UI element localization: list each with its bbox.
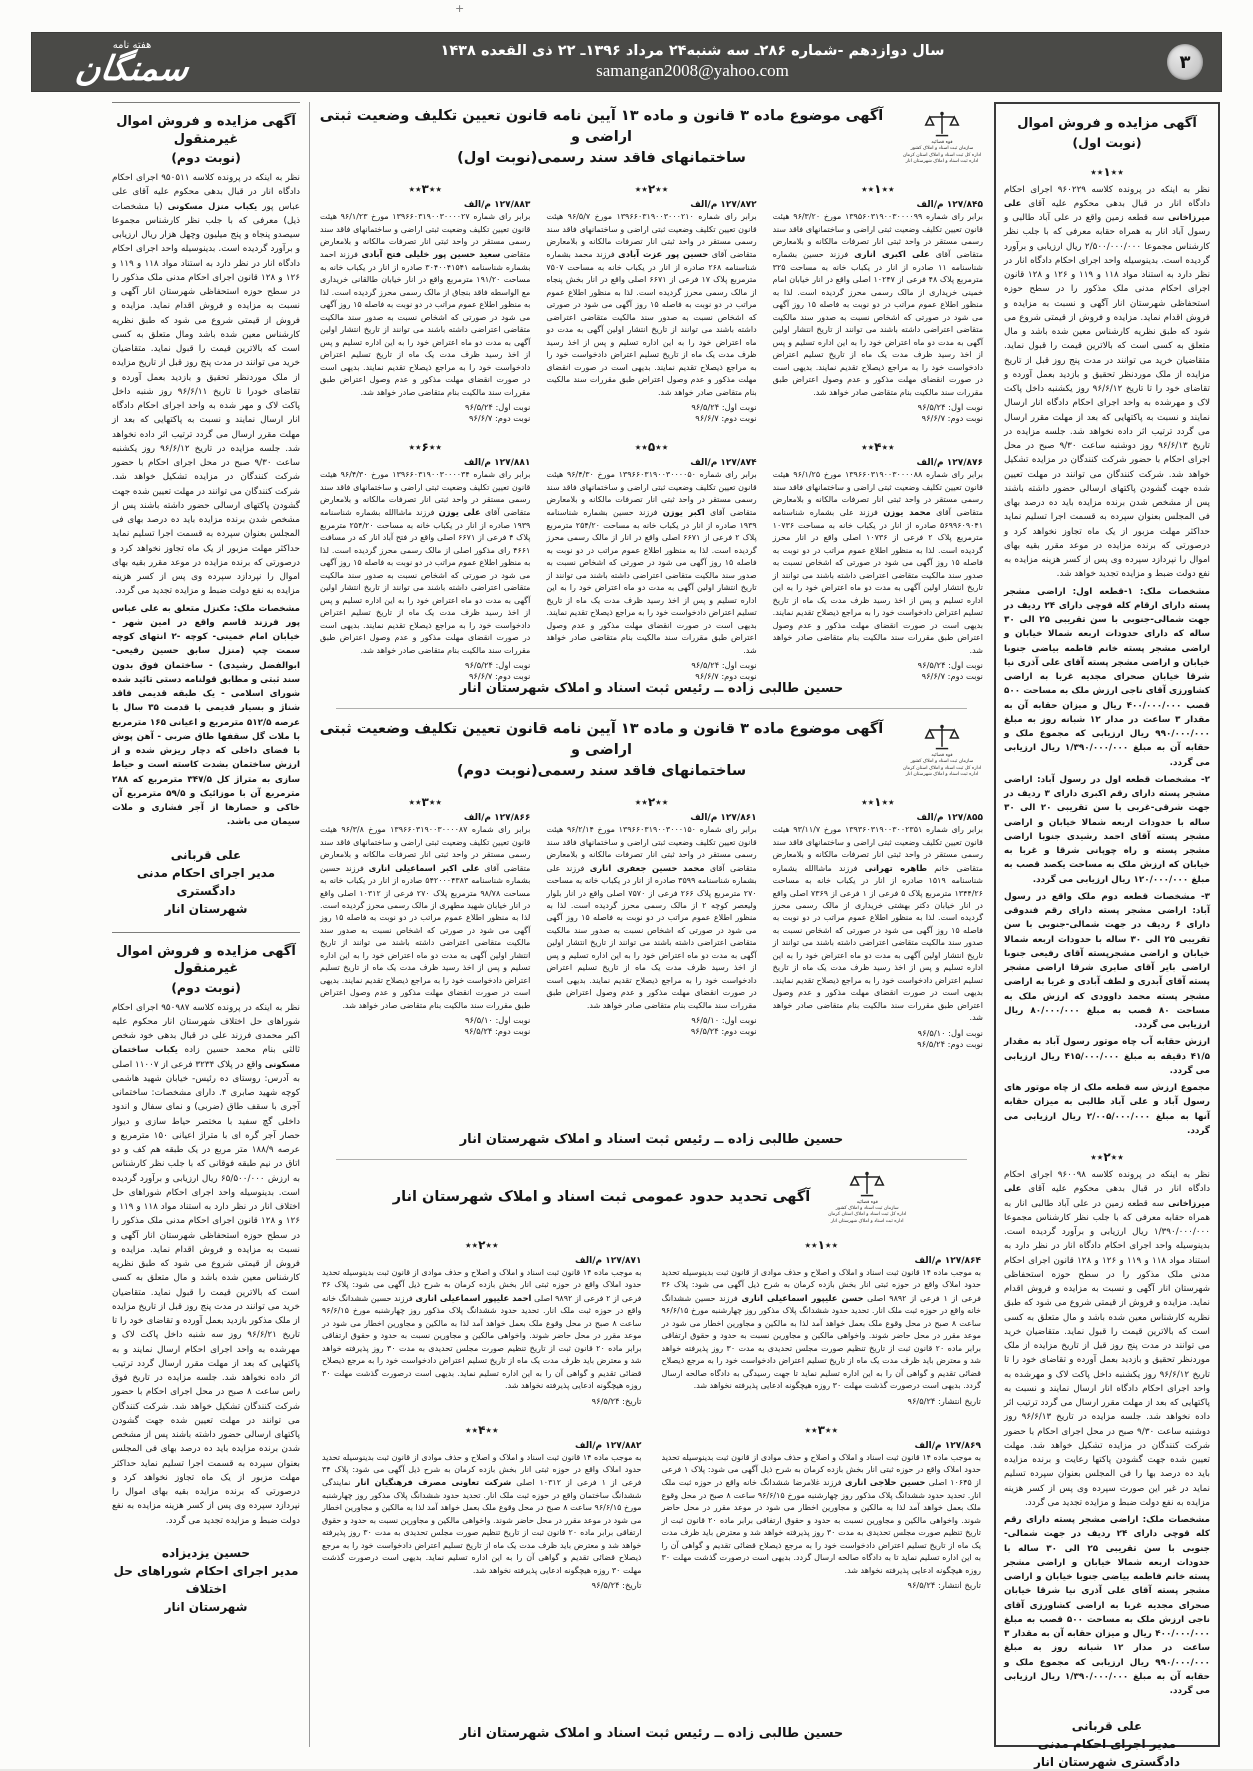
legal-notice: ٭٭۳٭٭ ۱۲۷/۸۶۶ م/الف برابر رای شماره ۱۳۹۶۶۰۳۱۹۰۰۳۰۰۰۰۸۷ مورخ ۹۶/۳/۸ هیئت قانون تعیین تکلیف وضعیت ثبتی اراضی و ساختمانهای فاقد سند رسمی مستقر در واحد ثبتی انار تصرفات مالکانه و بلامعارض متقاضی آقای علی اکبر اسماعیلی اناری فرزند حسین بشماره شناسنامه ۵۴۲۰۰۰۴۳۸۳ صادره از انار در یکباب خانه به مساحت ۹۸/۷۸ مترمربع پلاک ۲۷۰ فرعی از ۱۰۳۱۲ اصلی واقع در انار خیابان شهید مطهری از مالک رسمی محرز گردیده است. لذا به منظور اطلاع عموم مراتب در دو نوبت به فاصله ۱۵ روز آگهی می شود در صورتی که اشخاص نسبت به صدور سند مالکیت متقاضی اعتراضی داشته باشند می توانند از تاریخ انتشار اولین آگهی به مدت دو ماه اعتراض خود را به این اداره تسلیم و پس از اخذ رسید ظرف مدت یک ماه از تاریخ تسلیم اعتراض دادخواست خود را به مراجع ذیصلاح تقدیم نمایند. بدیهی است در صورت انقضای مهلت مذکور و عدم وصول اعتراض طبق مقررات سند مالکیت بنام متقاضی صادر خواهد شد. نوبت اول: ۹۶/۵/۱۰ نوبت دوم: ۹۶/۵/۲۴ — [320, 795, 531, 1037]
legal-notice: ٭٭۴٭٭ ۱۲۷/۸۸۲ م/الف به موجب ماده ۱۴ قانون ثبت اسناد و املاک و اصلاح و حذف موادی از قانون ثبت بدینوسیله تحدید حدود املاک واقع در حوزه ثبتی انار بخش بازده کرمان به شرح ذیل آگهی می شود: پلاک ۳۴ فرعی از ۱ فرعی از ۱۰۳۱۲ اصلی شرکت تعاونی مصرف فرهنگیان انار نمایندگی ششدانگ ساختمان واقع در حوزه ثبت ملک انار. تحدید حدود ششدانگ پلاک مذکور روز چهارشنبه مورخ ۹۶/۶/۱۵ ساعت ۸ صبح در محل وقوع ملک بعمل خواهد آمد لذا به مالکین و مجاورین اخطار می شود در موعد مقرر در محل حاضر شوند. واخواهی مالکین و مجاورین نسبت به حدود و حقوق ارتفاقی برابر ماده ۲۰ قانون ثبت از تاریخ تنظیم صورت مجلس تحدیدی به مدت ۳۰ روز پذیرفته خواهد شد و معترض باید ظرف مدت یک ماه از تاریخ تسلیم اعتراض دادخواست خود را به مرجع ذیصلاح قضائی تقدیم و گواهی آن را به این اداره تسلیم نماید. بدیهی است درصورت گذشت مهلت ۳۰ روزه هیچگونه ادعایی پذیرفته نخواهد شد. تاریخ: ۹۶/۵/۲۴ — [322, 1422, 642, 1591]
property-specs: ۲- مشخصات قطعه اول در رسول آباد: اراضی مشجر پسته دارای رقم اکبری دارای ۳ ردیف در جهت شرقی-غربی با سن تقریبی ۲۰ الی ۳۰ ساله با حدودات اربعه شمالا خیابان و اراضی مشجر پسته آقای احمد رشیدی جنوبا اراضی مشجر پسته و راه چوپانی شرقا و غربا به خیابان که ارزش ملک به مساحت یکصد قصب به مبلغ ۱۲۰/۰۰۰/۰۰۰ ریال ارزیابی می گردد. — [1004, 774, 1211, 885]
section-article3-first-round — [318, 102, 985, 702]
page-content — [112, 102, 1220, 1770]
justice-scales-icon: قوه قضائیه سازمان ثبت اسناد و املاک کشور اداره کل ثبت اسناد و املاک استان کرمان اداره ثبت اسناد و املاک شهرستان انار — [899, 723, 985, 778]
section-heading — [318, 715, 985, 784]
auction-title: آگهی مزایده و فروش اموال غیرمنقول — [116, 114, 296, 147]
section-article3-second-round — [318, 715, 985, 1153]
notice-marker: ٭٭۲٭٭ — [1090, 1150, 1124, 1165]
property-specs: مشخصات ملک: اراضی مشجر پسته دارای رقم کله قوچی دارای ۲۴ ردیف در جهت شمالی-جنوبی با سن تقریبی ۲۵ الی ۳۰ ساله با حدودات اربعه شمالا خیابان و اراضی مشجر پسته خانم فاطمه بیاضی جنوبا خیابان و اراضی مشجر پسته آقای علی آذری نیا شرقا خیابان صحرای مجدیه غربا به اراضی کشاورزی آقای ناجی ارزش ملک به مساحت ۵۰۰ قصب به مبلغ ۴۰۰/۰۰۰/۰۰۰ ریال و میزان حقابه آن به مقدار ۳ ساعت در مدار ۱۲ شبانه روز به مبلغ ۹۹۰/۰۰۰/۰۰۰ ریال ارزیابی که مجموع ملک و حقابه آن به مبلغ ۱/۳۹۰/۰۰۰/۰۰۰ ریال ارزیابی می گردد. — [1004, 1515, 1211, 1697]
legal-notice: ٭٭۲٭٭ ۱۲۷/۸۷۲ م/الف برابر رای شماره ۱۳۹۶۶۰۳۱۹۰۰۳۰۰۰۲۱۰ مورخ ۹۶/۵/۷ هیئت قانون تعیین تکلیف وضعیت ثبتی اراضی و ساختمانهای فاقد سند رسمی مستقر در واحد ثبتی انار تصرفات مالکانه و بلامعارض متقاضی آقای حسین پور عزت آبادی فرزند محمد بشماره شناسنامه ۲۶۸ صادره از انار در یکباب خانه به مساحت ۷۵۰۷ مترمربع پلاک ۱۷ فرعی از ۶۶۷۱ اصلی واقع در انار بخش پنجاه از مالک رسمی محرز گردیده است. لذا به منظور اطلاع عموم مراتب در دو نوبت به فاصله ۱۵ روز آگهی می شود در صورتی که اشخاص نسبت به صدور سند مالکیت متقاضی اعتراضی داشته باشند می توانند از تاریخ انتشار اولین آگهی به مدت دو ماه اعتراض خود را به این اداره تسلیم و پس از اخذ رسید ظرف مدت یک ماه از تاریخ تسلیم اعتراض دادخواست خود را به مراجع ذیصلاح تقدیم نمایند. بدیهی است در صورت انقضای مهلت مذکور و عدم وصول اعتراض طبق مقررات سند مالکیت بنام متقاضی صادر خواهد شد. نوبت اول: ۹۶/۵/۲۴ نوبت دوم: ۹۶/۶/۷ — [546, 182, 757, 424]
justice-scales-icon: قوه قضائیه سازمان ثبت اسناد و املاک کشور اداره کل ثبت اسناد و املاک استان کرمان اداره ثبت اسناد و املاک شهرستان انار — [824, 1170, 910, 1225]
auction1-subtitle: (نوبت اول) — [1072, 134, 1142, 150]
legal-notice: ٭٭۱٭٭ ۱۲۷/۸۶۴ م/الف به موجب ماده ۱۴ قانون ثبت اسناد و املاک و اصلاح و حذف موادی از قانون ثبت بدینوسیله تحدید حدود املاک واقع در حوزه ثبتی انار بخش بازده کرمان به شرح ذیل آگهی می شود: پلاک ۳۶ فرعی از ۱ فرعی از ۹۸۹۲ اصلی حسن علیپور اسماعیلی اناری فرزند حسین ششدانگ خانه واقع در حوزه ثبت ملک انار. تحدید حدود ششدانگ پلاک مذکور روز چهارشنبه مورخ ۹۶/۶/۱۵ ساعت ۸ صبح در محل وقوع ملک بعمل خواهد آمد لذا به مالکین و مجاورین اخطار می شود در موعد مقرر در محل حاضر شوند. واخواهی مالکین و مجاورین نسبت به حدود و حقوق ارتفاقی برابر ماده ۲۰ قانون ثبت از تاریخ تنظیم صورت مجلس تحدیدی به مدت ۳۰ روز پذیرفته خواهد شد و معترض باید ظرف مدت یک ماه از تاریخ تسلیم اعتراض دادخواست خود را به مرجع ذیصلاح قضائی تقدیم و گواهی آن را به این اداره تسلیم نماید تا جهت رسیدگی به دادگاه صالحه ارسال گردد. بدیهی است درصورت گذشت مهلت ۳۰ روزه هیچگونه ادعایی پذیرفته نخواهد شد. تاریخ انتشار: ۹۶/۵/۲۴ — [661, 1237, 982, 1406]
auction1-body: نظر به اینکه در پرونده کلاسه ۹۶۰۲۲۹ اجرای احکام دادگاه انار در قبال بدهی محکوم علیه آقای علی میرزاخانی سه قطعه زمین واقع در علی آباد طالبی و رسول آباد انار به همراه حقابه معرفی که با جلب نظر کارشناس مجموعا ۲/۵۰۰/۰۰۰/۰۰۰ ریال ارزیابی و برآورد گردیده است. بدینوسیله واحد اجرای احکام دادگاه انار در نظر دارد به استناد مواد ۱۱۸ و ۱۱۹ و ۱۲۶ و ۱۲۸ قانون اجرای احکام مدنی ملک مذکور را در سطح حوزه استحفاظی شهرستان انار آگهی و نسبت به مزایده و فروش اقدام نماید. مزایده و فروش از قیمتی شروع می شود که طبق نظریه کارشناس معین شده باشد و مال متعلق به کسی است که بالاترین قیمت را قبول نماید. متقاضیان خرید می توانند در مدت پنج روز قبل از تاریخ مزایده از ملک موردنظر تحقیق و بازدید بعمل آورده و تقاضای خود را تا تاریخ ۹۶/۶/۱۲ روز یکشنبه داخل پاکت لاک و مهرشده به واحد اجرای احکام دادگاه انار ارسال نمایند و نسبت به پاکتهایی که بعد از مهلت مقرر ارسال می گردد ترتیب اثر داده نخواهد شد. جلسه مزایده در تاریخ ۹۶/۶/۱۳ روز دوشنبه ساعت ۹/۳۰ صبح در محل اجرای احکام با حضور شرکت کنندگان در مزایده تشکیل خواهد شد. شرکت کنندگان می توانند در مهلت تعیین شده جهت گشودن پاکتهای ارسالی حضور داشته باشند پس از مشخص شدن برنده مزایده باید ده درصد بهای فی المجلس بعنوان سپرده به قسمت اجرا تسلیم نماید حداکثر مهلت مزبور از یک ماه تجاوز نخواهد کرد و درصورتی که برنده مزایده در موعد مقرر بقیه بهای اموال را نپردازد سپرده وی پس از کسر هزینه مزایده به نفع دولت ضبط و مزایده تجدید خواهد شد. — [1004, 184, 1211, 580]
notice-grid — [318, 171, 985, 681]
issue-block — [232, 42, 1153, 81]
section-heading — [318, 1166, 985, 1227]
section-title: آگهی تحدید حدود عمومی ثبت اسناد و املاک شهرستان انار — [392, 1188, 811, 1205]
auction-title: آگهی مزایده و فروش اموال غیرمنقول — [116, 943, 296, 977]
auction-subtitle: (نوبت دوم) — [171, 150, 241, 166]
registration-mark: + — [455, 2, 468, 15]
legal-notice: ٭٭۳٭٭ ۱۲۷/۸۸۳ م/الف برابر رای شماره ۱۳۹۶۶۰۳۱۹۰۰۳۰۰۰۰۲۷ مورخ ۹۶/۱/۲۳ هیئت قانون تعیین تکلیف وضعیت ثبتی اراضی و ساختمانهای فاقد سند رسمی مستقر در واحد ثبتی انار تصرفات مالکانه و بلامعارض متقاضی سعید حسین پور خلیلی فتح آبادی فرزند احمد بشماره شناسنامه ۳۰۴۰۰۴۱۵۴۱ صادره از انار در یکباب خانه به مساحت ۱۹۱/۲۰ مترمربع واقع در انار خیابان طالقانی خریداری مع الواسطه فاقد بنجاق از مالک رسمی محرز گردیده است. لذا به منظور اطلاع عموم مراتب در دو نوبت به فاصله ۱۵ روز آگهی می شود در صورتی که اشخاص نسبت به صدور سند مالکیت متقاضی اعتراضی داشته باشند می توانند از تاریخ انتشار اولین آگهی به مدت دو ماه اعتراض خود را به این اداره تسلیم و پس از اخذ رسید ظرف مدت یک ماه از تاریخ تسلیم اعتراض دادخواست خود را به مراجع ذیصلاح تقدیم نمایند. بدیهی است در صورت انقضای مهلت مذکور و عدم وصول اعتراض طبق مقررات سند مالکیت بنام متقاضی صادر خواهد شد. نوبت اول: ۹۶/۵/۲۴ نوبت دوم: ۹۶/۶/۷ — [320, 182, 531, 424]
legal-notice: ٭٭۱٭٭ ۱۲۷/۸۵۵ م/الف برابر رای شماره ۱۳۹۳۶۰۳۱۹۰۰۳۰۰۲۳۵۱ مورخ ۹۳/۱۱/۷ هیئت قانون تعیین تکلیف وضعیت ثبتی اراضی و ساختمانهای فاقد سند رسمی مستقر در واحد ثبتی انار تصرفات مالکانه و بلامعارض متقاضی خانم طاهره تهرانی فرزند ماشاالله بشماره شناسنامه ۱۵۱۹ صادره از انار در یکباب خانه به مساحت ۱۳۴۴/۲۶ مترمربع پلاک ۵ فرعی از ۱ فرعی از ۷۳۶۹ اصلی واقع در انار خیابان دکتر بهشتی خریداری از مالک رسمی محرز گردیده است. لذا به منظور اطلاع عموم مراتب در دو نوبت به فاصله ۱۵ روز آگهی می شود در صورتی که اشخاص نسبت به صدور سند مالکیت متقاضی اعتراضی داشته باشند می توانند از تاریخ انتشار اولین آگهی به مدت دو ماه اعتراض خود را به این اداره تسلیم و پس از اخذ رسید ظرف مدت یک ماه از تاریخ تسلیم اعتراض دادخواست خود را به مراجع ذیصلاح تقدیم نمایند. بدیهی است در صورت انقضای مهلت مذکور و عدم وصول اعتراض طبق مقررات سند مالکیت بنام متقاضی صادر خواهد شد. نوبت اول: ۹۶/۵/۱۰ نوبت دوم: ۹۶/۵/۲۴ — [772, 795, 984, 1049]
auction-body: نظر به اینکه در پرونده کلاسه ۹۵۰۵۱۱ اجرای احکام دادگاه انار در قبال بدهی محکوم علیه آقای علی عباس پور یکباب منزل مسکونی (با مشخصات ذیل) معرفی که با جلب نظر کارشناس مجموعا سیصدو پنجاه و پنج میلیون وچهل هزار ریال ارزیابی و برآورد گردیده است. بدینوسیله واحد اجرای احکام دادگاه انار در نظر دارد به استناد مواد ۱۱۸ و ۱۱۹ و ۱۲۶ و ۱۲۸ قانون اجرای احکام مدنی ملک مذکور را در سطح حوزه استحفاظی شهرستان انار آگهی و نسبت به مزایده و فروش اقدام نماید. مزایده و فروش از قیمتی شروع می شود که طبق نظریه کارشناس معین شده باشد ومال متعلق به کسی است که بالاترین قیمت را قبول نماید. متقاضیان خرید می توانند در مدت پنج روز قبل از تاریخ مزایده از ملک موردنظر تحقیق و بازدید بعمل آورده و تقاضای خودرا تا تاریخ ۹۶/۶/۱۱ روز شنبه داخل پاکت لاک و مهر شده به واحد اجرای احکام دادگاه انار ارسال نمایند و نسبت به پاکتهایی که بعد از مهلت مقرر ارسال می گردد ترتیب اثر داده نخواهد شد. جلسه مزایده در تاریخ ۹۶/۶/۱۲ روز یکشنبه ساعت ۹/۳۰ صبح در محل اجرای احکام با حضور شرکت کنندگان در مزایده تشکیل خواهد شد. شرکت کنندگان می توانند در مهلت تعیین شده جهت گشودن پاکتهای ارسالی حضور داشته باشند پس از مشخص شدن برنده مزایده باید ده درصد بهای فی المجلس بعنوان سپرده به قسمت اجرا تسلیم نماید حداکثر مهلت مزبور از یک ماه تجاوز نخواهد کرد و درصورتی که برنده مزایده در موعد مقرر بقیه بهای اموال را نپردازد سپرده وی پس از کسر هزینه مزایده به نفع دولت ضبط و مزایده تجدید می گردد. — [112, 173, 301, 597]
auction-notice — [112, 102, 300, 918]
weekly-label: هفته نامه — [112, 40, 152, 51]
registrar-signature: حسین طالبی زاده ــ رئیس ثبت اسناد و املاک شهرستان انار — [459, 1132, 844, 1148]
newspaper-title: سمنگان — [72, 49, 192, 89]
legal-notice: ٭٭۵٭٭ ۱۲۷/۸۷۴ م/الف برابر رای شماره ۱۳۹۶۶۰۳۱۹۰۰۳۰۰۰۰۵۰ مورخ ۹۶/۴/۳۰ هیئت قانون تعیین تکلیف وضعیت ثبتی اراضی و ساختمانهای فاقد سند رسمی مستقر در واحد ثبتی انار تصرفات مالکانه و بلامعارض متقاضی آقای اکبر یوزن فرزند حسین بشماره شناسنامه ۱۹۳۹ صادره از انار در یکباب خانه به مساحت ۲۵۴/۲۰ مترمربع پلاک ۲ فرعی از ۶۶۷۱ اصلی واقع در انار از مالک رسمی محرز گردیده است. لذا به منظور اطلاع عموم مراتب در دو نوبت به فاصله ۱۵ روز آگهی می شود در صورتی که اشخاص نسبت به صدور سند مالکیت متقاضی اعتراضی داشته باشند می توانند از تاریخ انتشار اولین آگهی به مدت دو ماه اعتراض خود را به این اداره تسلیم و پس از اخذ رسید ظرف مدت یک ماه از تاریخ تسلیم اعتراض دادخواست خود را به مراجع ذیصلاح تقدیم نمایند. بدیهی است در صورت انقضای مهلت مذکور و عدم وصول اعتراض طبق مقررات سند مالکیت بنام متقاضی صادر خواهد شد. نوبت اول: ۹۶/۵/۲۴ نوبت دوم: ۹۶/۶/۷ — [546, 440, 757, 682]
section-divider — [336, 1159, 967, 1160]
legal-notice: ٭٭۲٭٭ ۱۲۷/۸۶۱ م/الف برابر رای شماره ۱۳۹۶۶۰۳۱۹۰۰۳۰۰۰۱۵۰ مورخ ۹۶/۲/۱۴ هیئت قانون تعیین تکلیف وضعیت ثبتی اراضی و ساختمانهای فاقد سند رسمی مستقر در واحد ثبتی انار تصرفات مالکانه و بلامعارض متقاضی آقای محمد حسین جعفری اناری فرزند علی بشماره شناسنامه ۳۵۹۹ صادره از انار در یکباب خانه به مساحت ۲۷۰ مترمربع پلاک ۲۶۶ فرعی از ۷۵۷۰ اصلی واقع در انار بلوار ولیعصر کوچه ۲ از مالک رسمی محرز گردیده است. لذا به منظور اطلاع عموم مراتب در دو نوبت به فاصله ۱۵ روز آگهی می شود در صورتی که اشخاص نسبت به صدور سند مالکیت متقاضی اعتراضی داشته باشند می توانند از تاریخ انتشار اولین آگهی به مدت دو ماه اعتراض خود را به این اداره تسلیم و پس از اخذ رسید ظرف مدت یک ماه از تاریخ تسلیم اعتراض دادخواست خود را به مراجع ذیصلاح تقدیم نمایند. بدیهی است در صورت انقضای مهلت مذکور و عدم وصول اعتراض طبق مقررات سند مالکیت بنام متقاضی صادر خواهد شد. نوبت اول: ۹۶/۵/۱۰ نوبت دوم: ۹۶/۵/۲۴ — [546, 795, 757, 1037]
legal-notice: ٭٭۱٭٭ ۱۲۷/۸۴۵ م/الف برابر رای شماره ۱۳۹۵۶۰۳۱۹۰۰۳۰۰۰۰۹۹ مورخ ۹۶/۳/۲۰ هیئت قانون تعیین تکلیف وضعیت ثبتی اراضی و ساختمانهای فاقد سند رسمی مستقر در واحد ثبتی انار تصرفات مالکانه و بلامعارض متقاضی آقای علی اکبری اناری فرزند حسین بشماره شناسنامه ۱۱ صادره از انار در یکباب خانه به مساحت ۳۲۵ مترمربع پلاک ۴۸ فرعی از ۱۰۲۴۷ اصلی واقع در انار خیابان امام خمینی خریداری از مالک رسمی محرز گردیده است. لذا به منظور اطلاع عموم مراتب در دو نوبت به فاصله ۱۵ روز آگهی می شود در صورتی که اشخاص نسبت به صدور سند مالکیت متقاضی اعتراضی داشته باشند می توانند از تاریخ انتشار اولین آگهی به مدت دو ماه اعتراض خود را به این اداره تسلیم و پس از اخذ رسید ظرف مدت یک ماه از تاریخ تسلیم اعتراض دادخواست خود را به مراجع ذیصلاح تقدیم نمایند. بدیهی است در صورت انقضای مهلت مذکور و عدم وصول اعتراض طبق مقررات سند مالکیت بنام متقاضی صادر خواهد شد. نوبت اول: ۹۶/۵/۲۴ نوبت دوم: ۹۶/۶/۷ — [772, 182, 984, 424]
notice-grid — [318, 784, 985, 1049]
defendant-name: علی میرزاخانی — [1004, 1183, 1210, 1208]
issue-info: سال دوازدهم -شماره ۲۸۶ـ سه شنبه۲۴ مرداد ۱۳۹۶ـ ۲۲ ذی القعده ۱۴۳۸ — [440, 43, 945, 60]
auction-notice — [112, 932, 300, 1616]
auction-second-round-column — [112, 102, 300, 1747]
signature-block: علی قربانی مدیر اجرای احکام مدنی دادگستری شهرستان انار — [136, 847, 276, 916]
registrar-signature: حسین طالبی زاده ــ رئیس ثبت اسناد و املاک شهرستان انار — [459, 681, 844, 697]
section-title: آگهی موضوع ماده ۳ قانون و ماده ۱۳ آیین نامه قانون تعیین تکلیف وضعیت ثبتی اراضی و ساختمانهای فاقد سند رسمی(نوبت اول) — [319, 108, 884, 167]
legal-notice: ٭٭۲٭٭ ۱۲۷/۸۷۱ م/الف به موجب ماده ۱۴ قانون ثبت اسناد و املاک و اصلاح و حذف موادی از قانون ثبت بدینوسیله تحدید حدود املاک واقع در حوزه ثبتی انار بخش بازده کرمان به شرح ذیل آگهی می شود: پلاک ۳۶ فرعی از ۲ فرعی از ۹۸۹۲ اصلی احمد علیپور اسماعیلی اناری فرزند حسین ششدانگ خانه واقع در حوزه ثبت ملک انار. تحدید حدود ششدانگ پلاک مذکور روز چهارشنبه مورخ ۹۶/۶/۱۵ ساعت ۸ صبح در محل وقوع ملک بعمل خواهد آمد لذا به مالکین و مجاورین اخطار می شود در موعد مقرر در محل حاضر شوند. واخواهی مالکین و مجاورین نسبت به حدود و حقوق ارتفاقی برابر ماده ۲۰ قانون ثبت از تاریخ تنظیم صورت مجلس تحدیدی به مدت ۳۰ روز پذیرفته خواهد شد و معترض باید ظرف مدت یک ماه از تاریخ تسلیم اعتراض دادخواست خود را به مرجع ذیصلاح قضائی تقدیم و گواهی آن را به این اداره تسلیم نماید. بدیهی است درصورت گذشت مهلت ۳۰ روزه هیچگونه ادعایی پذیرفته نخواهد شد. تاریخ: ۹۶/۵/۲۴ — [322, 1237, 642, 1406]
section-divider — [336, 708, 967, 709]
signature-block: علی قربانی مدیر اجرای احکام مدنی دادگستری شهرستان انار — [1033, 1719, 1180, 1770]
property-specs: مشخصات ملک: مکنزل متعلق به علی عباس پور فرزند قاسم واقع در امین شهر - خیابان امام خمینی- کوچه -۲ انتهای کوچه سمت چپ (منزل سابق حسین رفیعی- ابوالفضل رشیدی) - ساختمان فوق بدون سند ثبتی و مطابق قولنامه دستی تائید شده شورای اسلامی - یک طبقه قدیمی فاقد شناژ و بسیار قدیمی با قدمت ۳۵ سال با عرصه ۵۱۲/۵ مترمربع و اعیانی ۱۶۵ مترمربع با ملات گل سقفها طاق ضربی - آهن پوش با فضای داخلی که دچار ریزش شده و از ارزش ساختمان بشدت کاسته است و حیاط سازی به متراژ کل ۳۴۷/۵ مترمربع که ۲۸۸ مترمربع آن با موزائیک و ۵۹/۵ مترمربع آن خاکی و حصارها از آجر فشاری و ملات سیمان می باشد. — [112, 603, 300, 828]
section-title: آگهی موضوع ماده ۳ قانون و ماده ۱۳ آیین نامه قانون تعیین تکلیف وضعیت ثبتی اراضی و ساختمانهای فاقد سند رسمی(نوبت دوم) — [319, 721, 884, 780]
registration-notices-region — [309, 102, 985, 1747]
property-specs: ۳- مشخصات قطعه دوم ملک واقع در رسول آباد: اراضی مشجر پسته دارای رقم فندوقی دارای ۶ ردیف در جهت شمالی-جنوبی با سن تقریبی ۲۵ الی ۳۰ ساله با حدودات اربعه شمالا خیابان و اراضی مشجرپسته آقای رفیعی جنوبا اراضی بایر آقای صابری شرقا اراضی مشجر پسته آقای آبدری و لطف آبادی و غربا به اراضی مشجر پسته محمد داوودی که ارزش ملک به مساحت ۸۰ قصب به مبلغ ۸۰/۰۰۰/۰۰۰ ریال ارزیابی می گردد. — [1004, 891, 1211, 1031]
email-link[interactable]: samangan2008@yahoo.com — [596, 61, 789, 81]
auction1-title: آگهی مزایده و فروش اموال — [1017, 116, 1197, 131]
legal-notice: ٭٭۳٭٭ ۱۲۷/۸۶۹ م/الف به موجب ماده ۱۴ قانون ثبت اسناد و املاک و اصلاح و حذف موادی از قانون ثبت بدینوسیله تحدید حدود املاک واقع در حوزه ثبتی انار بخش بازده کرمان به شرح ذیل آگهی می شود: پلاک ۱ فرعی از ۱۰۶۴۵ اصلی حسین حلاجی اناری فرزند غلامرضا ششدانگ خانه واقع در حوزه ثبت ملک انار. تحدید حدود ششدانگ پلاک مذکور روز چهارشنبه مورخ ۹۶/۶/۱۵ ساعت ۸ صبح در محل وقوع ملک بعمل خواهد آمد لذا به مالکین و مجاورین اخطار می شود در موعد مقرر در محل حاضر شوند. واخواهی مالکین و مجاورین نسبت به حدود و حقوق ارتفاقی برابر ماده ۲۰ قانون ثبت از تاریخ تنظیم صورت مجلس تحدیدی به مدت ۳۰ روز پذیرفته خواهد شد و معترض باید ظرف مدت یک ماه از تاریخ تسلیم اعتراض دادخواست خود را به مرجع ذیصلاح قضائی تقدیم و گواهی آن را به این اداره تسلیم نماید تا به دادگاه صالحه ارسال گردد. بدیهی است درصورت گذشت مهلت ۳۰ روزه هیچگونه ادعایی پذیرفته نخواهد شد. تاریخ انتشار: ۹۶/۵/۲۴ — [661, 1422, 982, 1591]
auction2-body: نظر به اینکه در پرونده کلاسه ۹۶۰۰۹۸ اجرای احکام دادگاه انار در قبال بدهی محکوم علیه آقای علی میرزاخانی سه قطعه زمین در علی آباد طالبی انار به همراه حقابه معرفی که با جلب نظر کارشناس مجموعا ۱/۳۹۰/۰۰۰/۰۰۰ ریال ارزیابی و برآورد گردیده است. بدینوسیله واحد اجرای احکام دادگاه انار در نظر دارد به استناد مواد ۱۱۸ و ۱۱۹ و ۱۲۶ و ۱۲۸ قانون اجرای احکام مدنی ملک مذکور را در سطح حوزه استحفاظی شهرستان انار آگهی و نسبت به مزایده و فروش اقدام نماید. مزایده و فروش از قیمتی شروع می شود که طبق نظریه کارشناس معین شده باشد و مال متعلق به کسی است که بالاترین قیمت را قبول نماید. متقاضیان خرید می توانند در مدت پنج روز قبل از تاریخ مزایده از ملک موردنظر تحقیق و بازدید بعمل آورده و تقاضای خود را تا تاریخ ۹۶/۶/۱۲ روز یکشنبه داخل پاکت لاک و مهرشده به واحد اجرای احکام دادگاه انار ارسال نمایند و نسبت به پاکتهایی که بعد از مهلت مقرر ارسال می گردد ترتیب اثر داده نخواهد شد. جلسه مزایده در تاریخ ۹۶/۶/۱۳ روز دوشنبه ساعت ۹/۳۰ صبح در محل اجرای احکام با حضور شرکت کنندگان در مزایده تشکیل خواهد شد. مهلت تعیین شده جهت گشودن پاکتها رعایت و برنده مزایده باید ده درصد بها را فی المجلس بعنوان سپرده تسلیم نماید در غیر این صورت سپرده وی پس از کسر هزینه مزایده به نفع دولت ضبط و مزایده تجدید می گردد. — [1004, 1170, 1211, 1508]
page-number-badge: ۳ — [1167, 44, 1203, 80]
property-specs: ارزش حقابه آب چاه موتور رسول آباد به مقدار ۴۱/۵ دقیقه به مبلغ ۴۱۵/۰۰۰/۰۰۰ ریال ارزیابی می گردد. — [1004, 1037, 1210, 1076]
masthead-bar — [32, 33, 1221, 91]
auction-subtitle: (نوبت دوم) — [171, 979, 241, 995]
auction-first-round-column — [994, 102, 1220, 1770]
signature-block: حسین یزدیزاده مدیر اجرای احکام شوراهای حل اختلاف شهرستان انار — [113, 1545, 299, 1614]
property-specs: مجموع ارزش سه قطعه ملک از چاه موتور های رسول آباد و علی آباد طالبی به میزان حقابه آنها به مبلغ ۲/۰۰۵/۰۰۰/۰۰۰ ریال ارزیابی می گردد. — [1004, 1083, 1210, 1136]
defendant-name: علی میرزاخانی — [1004, 197, 1210, 223]
legal-notice: ٭٭۴٭٭ ۱۲۷/۸۷۶ م/الف برابر رای شماره ۱۳۹۶۶۰۳۱۹۰۰۳۰۰۰۰۸۸ مورخ ۹۶/۱/۲۵ هیئت قانون تعیین تکلیف وضعیت ثبتی اراضی و ساختمانهای فاقد سند رسمی مستقر در واحد ثبتی انار تصرفات مالکانه و بلامعارض متقاضی آقای محمد یوزن فرزند علی بشماره شناسنامه ۵۶۹۹۶۰۹۰۴۱ صادره از انار در یکباب خانه به مساحت ۱۰۷۳۶ مترمربع پلاک ۲ فرعی از ۱۰۷۳۶ اصلی واقع در انار محرز گردیده است. لذا به منظور اطلاع عموم مراتب در دو نوبت به فاصله ۱۵ روز آگهی می شود در صورتی که اشخاص نسبت به صدور سند مالکیت متقاضی اعتراضی داشته باشند می توانند از تاریخ انتشار اولین آگهی به مدت دو ماه اعتراض خود را به این اداره تسلیم و پس از اخذ رسید ظرف مدت یک ماه از تاریخ تسلیم اعتراض دادخواست خود را به مراجع ذیصلاح تقدیم نمایند. بدیهی است در صورت انقضای مهلت مذکور و عدم وصول اعتراض طبق مقررات سند مالکیت بنام متقاضی صادر خواهد شد. نوبت اول: ۹۶/۵/۲۴ نوبت دوم: ۹۶/۶/۷ — [772, 440, 984, 682]
auction-body: نظر به اینکه در پرونده کلاسه ۹۵۰۹۸۷ اجرای احکام شوراهای حل اختلاف شهرستان انار محکوم علیه اکبر محمدی فرزند علی در قبال بدهی خود شخص ثالثی بنام محمد حسین زاده یکباب ساختمان مسکونی واقع در پلاک ۳۲۳۴ فرعی از ۱۱۰۰۷ اصلی به آدرس: روستای ده رئیس- خیابان شهید هاشمی کوچه شهید صابری ۴. دارای مشخصات: ساختمانی آجری با سقف طاق (ضربی) و نمای سفال و اندود داخلی گچ سفید با مختصر حیاط سازی و دیوار حصار آجر گره ای با متراژ اعیانی ۱۵۰ مترمربع و عرصه ۱۸۸/۹ متر مربع در یک طبقه هم کف و دو اتاق در نیم طبقه فوقانی که با جلب نظر کارشناس به ارزش ۶۵/۵۰۰/۰۰۰ ریال ارزیابی و برآورد گردیده است. بدینوسیله واحد اجرای احکام شوراهای حل اختلاف انار در نظر دارد به استناد مواد ۱۱۸ و ۱۱۹ و ۱۲۶ و ۱۲۸ قانون اجرای احکام مدنی ملک مذکور را در سطح حوزه استحفاظی شهرستان انار آگهی و نسبت به مزایده و فروش اقدام نماید. مزایده و فروش از قیمتی شروع می شود که طبق نظریه کارشناس معین شده باشد و مال متعلق به کسی است که بالاترین قیمت را قبول نماید. متقاضیان خرید می توانند در مدت پنج روز قبل از تاریخ مزایده از ملک مذکور بازدید بعمل آورده و تقاضای خود را تا تاریخ ۹۶/۶/۲۱ روز سه شنبه داخل پاکت لاک و مهرشده به واحد اجرای احکام ارسال نمایند و به پاکتهایی که بعد از مهلت مقرر ارسال گردد ترتیب اثر داده نخواهد شد. جلسه مزایده در تاریخ فوق راس ساعت ۸ صبح در محل اجرای احکام با حضور شرکت کنندگان تشکیل خواهد شد. شرکت کنندگان می توانند در مهلت تعیین شده جهت گشودن پاکتهای ارسالی حضور داشته باشند پس از مشخص شدن برنده مزایده باید ده درصد بهای فی المجلس بعنوان سپرده به قسمت اجرا تسلیم نماید حداکثر مهلت مزبور از یک ماه تجاوز نخواهد کرد و درصورتی که برنده مزایده بقیه بهای اموال را نپردازد سپرده وی پس از کسر هزینه مزایده به نفع دولت ضبط و مزایده تجدید می گردد. — [112, 1002, 301, 1526]
section-heading — [318, 102, 985, 171]
justice-scales-icon: قوه قضائیه سازمان ثبت اسناد و املاک کشور اداره کل ثبت اسناد و املاک استان کرمان اداره ثبت اسناد و املاک شهرستان انار — [899, 110, 985, 165]
newspaper-brand — [32, 38, 232, 89]
registrar-signature: حسین طالبی زاده ــ رئیس ثبت اسناد و املاک شهرستان انار — [459, 1726, 844, 1741]
notice-grid — [318, 1227, 985, 1590]
notice-marker: ٭٭۱٭٭ — [1090, 164, 1124, 179]
section-boundary-delimitation — [318, 1166, 985, 1747]
property-specs: مشخصات ملک: ۱-قطعه اول: اراضی مشجر پسته دارای ارقام کله قوچی دارای ۲۴ ردیف در جهت شمالی-جنوبی با سن تقریبی ۲۵ الی ۳۰ ساله که دارای حدودات اربعه شمالا خیابان و اراضی مشجر پسته خانم فاطمه بیاضی جنوبا خیابان و اراضی مشجر پسته آقای علی آذری نیا شرقا خیابان صحرای مجدیه غربا به اراضی کشاورزی آقای ناجی ارزش ملک به مساحت ۵۰۰ قصب ۴۰۰/۰۰۰/۰۰۰ ریال و میزان حقابه آن به مقدار ۳ ساعت در مدار ۱۲ شبانه روز به مبلغ ۹۹۰/۰۰۰/۰۰۰ ریال ارزیابی که مجموع ملک و حقابه آن به مبلغ ۱/۳۹۰/۰۰۰/۰۰۰ ریال ارزیابی می گردد. — [1004, 586, 1211, 768]
legal-notice: ٭٭۶٭٭ ۱۲۷/۸۸۱ م/الف برابر رای شماره ۱۳۹۶۶۰۳۱۹۰۰۳۰۰۰۰۳۴ مورخ ۹۶/۴/۳۰ هیئت قانون تعیین تکلیف وضعیت ثبتی اراضی و ساختمانهای فاقد سند رسمی مستقر در واحد ثبتی انار تصرفات مالکانه و بلامعارض متقاضی آقای علی یوزن فرزند ماشاالله بشماره شناسنامه ۱۹۳۹ صادره از انار در یکباب خانه به مساحت ۲۵۴/۲۰ مترمربع پلاک ۴ فرعی از ۶۶۷۱ اصلی واقع در فتح آباد انار که در مسافت ۴۶۶۱ رای مذکور اصلی از مالک رسمی محرز گردیده است. لذا به منظور اطلاع عموم مراتب در دو نوبت به فاصله ۱۵ روز آگهی می شود در صورتی که اشخاص نسبت به صدور سند مالکیت متقاضی اعتراضی داشته باشند می توانند از تاریخ انتشار اولین آگهی به مدت دو ماه اعتراض خود را به این اداره تسلیم و پس از اخذ رسید ظرف مدت یک ماه از تاریخ تسلیم اعتراض دادخواست خود را به مراجع ذیصلاح تقدیم نمایند. بدیهی است در صورت انقضای مهلت مذکور و عدم وصول اعتراض طبق مقررات سند مالکیت بنام متقاضی صادر خواهد شد. نوبت اول: ۹۶/۵/۲۴ نوبت دوم: ۹۶/۶/۷ — [320, 440, 531, 682]
